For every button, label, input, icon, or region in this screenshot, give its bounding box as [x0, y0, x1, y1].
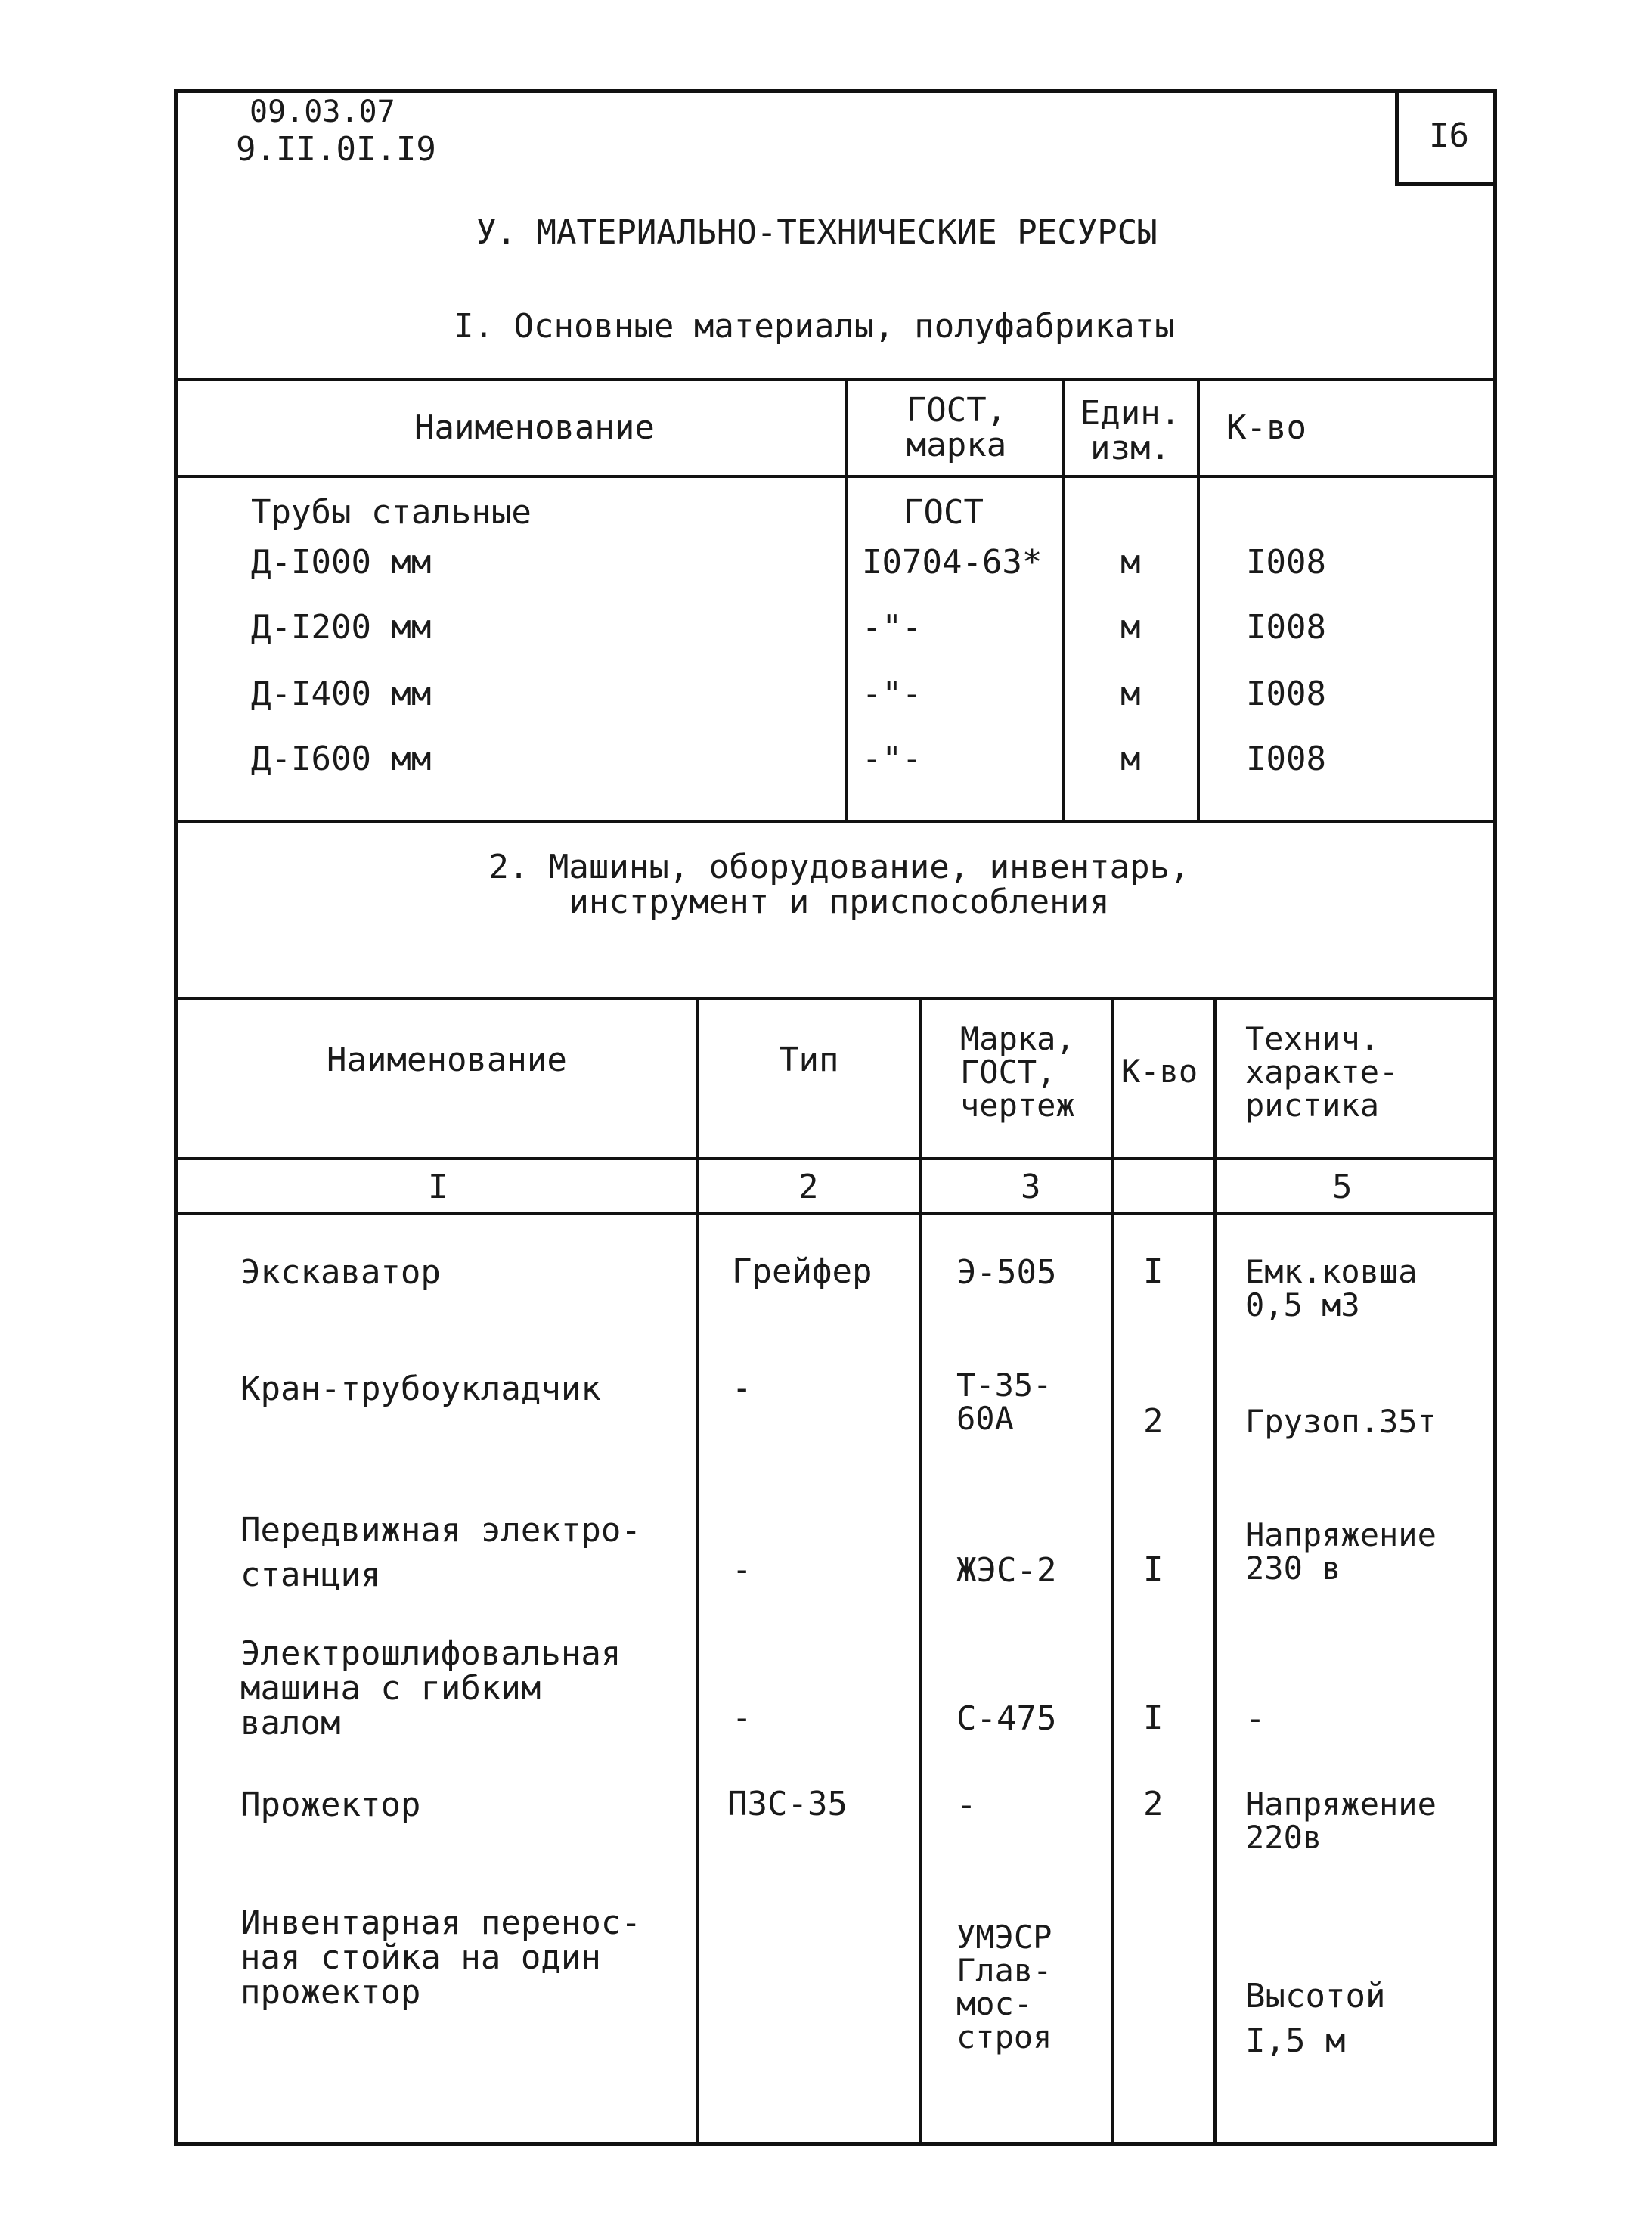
machine-row-spec: Емк.ковша 0,5 м3 [1245, 1253, 1418, 1324]
machine-row-qty: I [1143, 1252, 1164, 1291]
material-row-name: Д-I000 мм [251, 543, 432, 582]
material-row-name: Трубы стальные [251, 493, 532, 532]
column-number: 2 [798, 1168, 819, 1206]
material-row-unit: м [1120, 740, 1141, 778]
section-title: У. МАТЕРИАЛЬНО-ТЕХНИЧЕСКИЕ РЕСУРСЫ [476, 213, 1158, 252]
page-number: I6 [1429, 116, 1469, 155]
machines-numbers-bottom-line [174, 1212, 1497, 1215]
material-row-qty: I008 [1246, 608, 1326, 647]
material-row-unit: м [1120, 675, 1141, 713]
machine-row-mark: УМЭСР Глав- мос- строя [956, 1919, 1052, 2056]
materials-col-divider-3 [1197, 378, 1200, 823]
machines-col-spec: Технич. характе- ристика [1245, 1020, 1399, 1125]
materials-table-top-line [174, 378, 1497, 381]
material-row-name: Д-I200 мм [251, 608, 432, 647]
material-row-gost: -"- [862, 675, 922, 713]
material-row-gost: ГОСТ [903, 493, 984, 532]
machines-col-divider-4 [1213, 997, 1217, 2146]
machine-row-spec: Высотой I,5 м [1245, 1977, 1386, 2061]
material-row-qty: I008 [1246, 675, 1326, 713]
material-row-gost: -"- [862, 608, 922, 647]
material-row-unit: м [1120, 608, 1141, 647]
machine-row-mark: Э-505 [956, 1253, 1057, 1292]
machine-row-name: Передвижная электро- станция [240, 1511, 641, 1595]
column-number: 3 [1021, 1168, 1041, 1206]
machine-row-type: - [732, 1550, 752, 1589]
machine-row-qty: I [1143, 1699, 1164, 1737]
machine-row-spec: Напряжение 230 в [1245, 1516, 1437, 1587]
machines-col-name: Наименование [327, 1041, 567, 1079]
machine-row-mark: С-475 [956, 1699, 1057, 1738]
machine-row-qty: 2 [1143, 1402, 1164, 1441]
materials-table-bottom-line [174, 820, 1497, 823]
machines-col-mark: Марка, ГОСТ, чертеж [960, 1020, 1075, 1125]
machine-row-mark: - [956, 1786, 977, 1824]
material-row-unit: м [1120, 543, 1141, 582]
materials-heading: I. Основные материалы, полуфабрикаты [454, 307, 1175, 346]
machine-row-mark: Т-35- 60А [956, 1367, 1052, 1438]
machine-row-spec: Напряжение 220в [1245, 1786, 1437, 1857]
machine-row-type: - [732, 1369, 752, 1407]
materials-col-qty: К-во [1226, 408, 1306, 447]
machines-col-divider-3 [1111, 997, 1114, 2146]
material-row-qty: I008 [1246, 543, 1326, 582]
machines-col-type: Тип [779, 1041, 839, 1079]
materials-col-gost: ГОСТ, марка [906, 391, 1007, 465]
material-row-name: Д-I600 мм [251, 740, 432, 778]
machines-col-divider-2 [919, 997, 922, 2146]
machine-row-qty: 2 [1143, 1785, 1164, 1823]
machine-row-mark: ЖЭС-2 [956, 1551, 1057, 1590]
machine-row-type: Грейфер [732, 1252, 872, 1291]
material-row-gost: -"- [862, 740, 922, 778]
materials-header-bottom-line [174, 475, 1497, 478]
materials-col-divider-1 [845, 378, 848, 823]
machine-row-type: - [732, 1699, 752, 1737]
material-row-name: Д-I400 мм [251, 675, 432, 713]
materials-col-unit: Един. изм. [1080, 394, 1181, 468]
machines-col-qty: К-во [1121, 1053, 1198, 1090]
document-code: 9.II.0I.I9 [236, 130, 436, 169]
machine-row-name: Электрошлифовальная машина с гибким валом [240, 1634, 621, 1743]
machine-row-name: Прожектор [240, 1786, 421, 1824]
machine-row-type: ПЗС-35 [727, 1785, 848, 1823]
machine-row-spec: - [1245, 1699, 1266, 1738]
materials-col-divider-2 [1062, 378, 1065, 823]
machine-row-name: Экскаватор [240, 1253, 441, 1292]
machine-row-spec: Грузоп.35т [1245, 1403, 1437, 1440]
handwritten-code: 09.03.07 [250, 95, 395, 129]
machine-row-name: Кран-трубоукладчик [240, 1370, 601, 1408]
column-number: 5 [1332, 1168, 1353, 1206]
material-row-gost: I0704-63* [862, 543, 1043, 582]
machines-col-divider-1 [696, 997, 699, 2146]
machines-heading: 2. Машины, оборудование, инвентарь, инструмент и приспособления [488, 848, 1190, 922]
materials-col-name: Наименование [414, 408, 655, 447]
material-row-qty: I008 [1246, 740, 1326, 778]
machines-header-bottom-line [174, 1157, 1497, 1160]
machine-row-name: Инвентарная перенос- ная стойка на один прожектор [240, 1904, 641, 2012]
machine-row-qty: I [1143, 1550, 1164, 1589]
machines-table-top-line [174, 997, 1497, 1000]
column-number: I [428, 1168, 448, 1206]
